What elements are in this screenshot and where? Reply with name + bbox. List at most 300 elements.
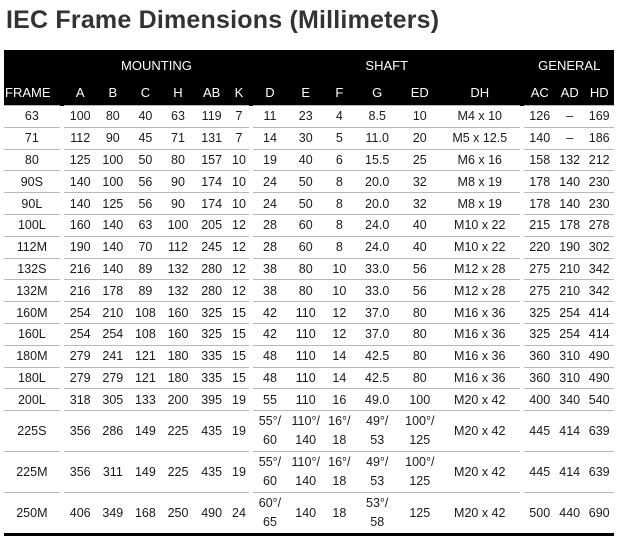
mounting-cell-k: 10 <box>229 171 249 193</box>
mounting-cell-a: 279 <box>64 345 97 367</box>
shaft-cell-dh: M8 x 19 <box>439 193 520 215</box>
shaft-cell-ed: 32 <box>400 171 439 193</box>
mounting-cell-h: 132 <box>162 280 195 302</box>
shaft-cell-g: 42.5 <box>354 367 400 389</box>
general-cell-ac: 325 <box>524 323 554 345</box>
general-cell-ac: 500 <box>524 493 554 535</box>
mounting-cell-k: 19 <box>229 452 249 493</box>
shaft-cell-f: 16°/ 18 <box>325 452 354 493</box>
frame-cell: 132M <box>4 280 60 302</box>
mounting-cell-a: 100 <box>64 106 97 128</box>
mounting-cell-c: 56 <box>129 171 162 193</box>
frame-cell: 250M <box>4 493 60 535</box>
mounting-cell-b: 140 <box>97 258 130 280</box>
shaft-cell-d: 42 <box>253 323 287 345</box>
general-cell-ad: 178 <box>555 214 584 236</box>
shaft-cell-d: 55°/ 60 <box>253 411 287 452</box>
general-cell-ac: 178 <box>524 171 554 193</box>
shaft-cell-d: 38 <box>253 280 287 302</box>
mounting-cell-ab: 245 <box>194 236 229 258</box>
mounting-cell-k: 7 <box>229 106 249 128</box>
shaft-cell-d: 60°/ 65 <box>253 493 287 535</box>
mounting-cell-k: 10 <box>229 149 249 171</box>
mounting-cell-c: 89 <box>129 280 162 302</box>
table-row <box>4 236 614 258</box>
shaft-cell-g: 24.0 <box>354 214 400 236</box>
mounting-cell-b: 254 <box>97 323 130 345</box>
general-cell-ad: 254 <box>555 302 584 324</box>
mounting-cell-c: 89 <box>129 258 162 280</box>
table-row <box>4 411 614 452</box>
mounting-cell-ab: 205 <box>194 214 229 236</box>
column-header-hd: HD <box>584 80 614 106</box>
general-cell-hd: 342 <box>584 280 614 302</box>
shaft-cell-f: 8 <box>325 193 354 215</box>
shaft-cell-e: 110 <box>287 367 325 389</box>
general-cell-ac: 275 <box>524 280 554 302</box>
general-cell-ad: 190 <box>555 236 584 258</box>
general-cell-hd: 278 <box>584 214 614 236</box>
shaft-cell-f: 10 <box>325 258 354 280</box>
shaft-cell-g: 37.0 <box>354 323 400 345</box>
table-row <box>4 302 614 324</box>
general-cell-ac: 140 <box>524 127 554 149</box>
column-header-row <box>4 80 614 106</box>
shaft-cell-e: 110 <box>287 389 325 411</box>
general-cell-ad: 132 <box>555 149 584 171</box>
general-cell-ad: – <box>555 106 584 128</box>
mounting-cell-c: 133 <box>129 389 162 411</box>
general-cell-ac: 158 <box>524 149 554 171</box>
frame-cell: 71 <box>4 127 60 149</box>
shaft-cell-d: 19 <box>253 149 287 171</box>
mounting-cell-h: 100 <box>162 214 195 236</box>
shaft-cell-e: 110 <box>287 323 325 345</box>
shaft-cell-g: 49°/ 53 <box>354 452 400 493</box>
shaft-cell-e: 110 <box>287 302 325 324</box>
mounting-cell-b: 140 <box>97 214 130 236</box>
mounting-cell-h: 180 <box>162 345 195 367</box>
shaft-cell-e: 110°/ 140 <box>287 452 325 493</box>
general-cell-ad: 254 <box>555 323 584 345</box>
mounting-group-header: MOUNTING <box>64 50 249 80</box>
shaft-cell-f: 18 <box>325 493 354 535</box>
frame-cell: 90L <box>4 193 60 215</box>
column-header-d: D <box>253 80 287 106</box>
mounting-cell-k: 19 <box>229 411 249 452</box>
mounting-cell-a: 318 <box>64 389 97 411</box>
shaft-cell-d: 55 <box>253 389 287 411</box>
shaft-cell-e: 60 <box>287 236 325 258</box>
column-header-k: K <box>229 80 249 106</box>
shaft-cell-g: 37.0 <box>354 302 400 324</box>
shaft-cell-f: 12 <box>325 323 354 345</box>
shaft-cell-ed: 56 <box>400 258 439 280</box>
column-header-ed: ED <box>400 80 439 106</box>
general-cell-ac: 445 <box>524 452 554 493</box>
general-cell-ac: 126 <box>524 106 554 128</box>
shaft-cell-e: 80 <box>287 258 325 280</box>
shaft-cell-dh: M16 x 36 <box>439 367 520 389</box>
mounting-cell-a: 140 <box>64 171 97 193</box>
shaft-cell-ed: 80 <box>400 302 439 324</box>
shaft-cell-dh: M4 x 10 <box>439 106 520 128</box>
shaft-cell-d: 11 <box>253 106 287 128</box>
general-cell-ad: 210 <box>555 280 584 302</box>
mounting-cell-a: 356 <box>64 411 97 452</box>
general-cell-ac: 445 <box>524 411 554 452</box>
shaft-cell-e: 110 <box>287 345 325 367</box>
shaft-cell-d: 55°/ 60 <box>253 452 287 493</box>
column-header-c: C <box>129 80 162 106</box>
column-header-f: F <box>325 80 354 106</box>
general-cell-hd: 690 <box>584 493 614 535</box>
shaft-cell-g: 53°/ 58 <box>354 493 400 535</box>
shaft-cell-ed: 80 <box>400 367 439 389</box>
mounting-cell-c: 149 <box>129 452 162 493</box>
mounting-cell-a: 216 <box>64 258 97 280</box>
shaft-cell-dh: M16 x 36 <box>439 323 520 345</box>
mounting-cell-b: 349 <box>97 493 130 535</box>
general-cell-hd: 342 <box>584 258 614 280</box>
shaft-cell-f: 5 <box>325 127 354 149</box>
general-cell-hd: 302 <box>584 236 614 258</box>
mounting-cell-c: 149 <box>129 411 162 452</box>
shaft-cell-ed: 40 <box>400 236 439 258</box>
frame-cell: 100L <box>4 214 60 236</box>
shaft-cell-dh: M6 x 16 <box>439 149 520 171</box>
mounting-cell-h: 250 <box>162 493 195 535</box>
shaft-cell-f: 10 <box>325 280 354 302</box>
shaft-cell-f: 8 <box>325 214 354 236</box>
mounting-cell-b: 80 <box>97 106 130 128</box>
shaft-cell-ed: 10 <box>400 106 439 128</box>
mounting-cell-c: 108 <box>129 302 162 324</box>
general-cell-ac: 178 <box>524 193 554 215</box>
general-cell-ac: 215 <box>524 214 554 236</box>
frame-cell: 225M <box>4 452 60 493</box>
shaft-cell-ed: 100 <box>400 389 439 411</box>
shaft-cell-dh: M20 x 42 <box>439 411 520 452</box>
mounting-cell-h: 90 <box>162 171 195 193</box>
shaft-cell-f: 16°/ 18 <box>325 411 354 452</box>
frame-cell: 180L <box>4 367 60 389</box>
mounting-cell-k: 19 <box>229 389 249 411</box>
frame-group-spacer <box>4 50 60 80</box>
mounting-cell-c: 108 <box>129 323 162 345</box>
general-cell-ac: 400 <box>524 389 554 411</box>
shaft-cell-f: 14 <box>325 367 354 389</box>
mounting-cell-c: 121 <box>129 345 162 367</box>
general-cell-hd: 212 <box>584 149 614 171</box>
general-cell-hd: 230 <box>584 193 614 215</box>
shaft-cell-dh: M10 x 22 <box>439 236 520 258</box>
general-cell-hd: 639 <box>584 411 614 452</box>
shaft-cell-e: 80 <box>287 280 325 302</box>
column-header-a: A <box>64 80 97 106</box>
mounting-cell-k: 10 <box>229 193 249 215</box>
mounting-cell-c: 40 <box>129 106 162 128</box>
mounting-cell-k: 15 <box>229 345 249 367</box>
table-row <box>4 367 614 389</box>
mounting-cell-ab: 157 <box>194 149 229 171</box>
shaft-cell-dh: M8 x 19 <box>439 171 520 193</box>
general-group-header: GENERAL <box>524 50 614 80</box>
mounting-cell-k: 12 <box>229 214 249 236</box>
general-cell-hd: 540 <box>584 389 614 411</box>
mounting-cell-k: 15 <box>229 323 249 345</box>
mounting-cell-c: 168 <box>129 493 162 535</box>
mounting-cell-ab: 119 <box>194 106 229 128</box>
mounting-cell-ab: 174 <box>194 171 229 193</box>
mounting-cell-h: 112 <box>162 236 195 258</box>
general-cell-ad: 310 <box>555 345 584 367</box>
shaft-cell-d: 24 <box>253 193 287 215</box>
page-title: IEC Frame Dimensions (Millimeters) <box>6 6 440 34</box>
general-cell-hd: 169 <box>584 106 614 128</box>
frame-cell: 63 <box>4 106 60 128</box>
general-cell-ac: 325 <box>524 302 554 324</box>
mounting-cell-b: 286 <box>97 411 130 452</box>
shaft-cell-g: 33.0 <box>354 280 400 302</box>
general-cell-ad: 440 <box>555 493 584 535</box>
table-row <box>4 345 614 367</box>
general-cell-ad: 140 <box>555 193 584 215</box>
shaft-cell-ed: 56 <box>400 280 439 302</box>
mounting-cell-h: 160 <box>162 323 195 345</box>
shaft-cell-g: 49°/ 53 <box>354 411 400 452</box>
shaft-cell-ed: 25 <box>400 149 439 171</box>
table-row <box>4 323 614 345</box>
shaft-cell-g: 20.0 <box>354 193 400 215</box>
mounting-cell-a: 125 <box>64 149 97 171</box>
mounting-cell-a: 254 <box>64 323 97 345</box>
shaft-cell-e: 50 <box>287 171 325 193</box>
mounting-cell-ab: 325 <box>194 323 229 345</box>
shaft-cell-f: 14 <box>325 345 354 367</box>
mounting-cell-c: 70 <box>129 236 162 258</box>
column-header-ad: AD <box>555 80 584 106</box>
mounting-cell-c: 63 <box>129 214 162 236</box>
column-header-ab: AB <box>194 80 229 106</box>
mounting-cell-a: 140 <box>64 193 97 215</box>
general-cell-hd: 490 <box>584 367 614 389</box>
shaft-cell-e: 50 <box>287 193 325 215</box>
shaft-cell-f: 6 <box>325 149 354 171</box>
mounting-cell-h: 90 <box>162 193 195 215</box>
column-header-frame: FRAME <box>4 80 60 106</box>
general-cell-ac: 275 <box>524 258 554 280</box>
general-cell-ad: 210 <box>555 258 584 280</box>
mounting-cell-k: 15 <box>229 302 249 324</box>
general-cell-hd: 230 <box>584 171 614 193</box>
shaft-cell-dh: M12 x 28 <box>439 280 520 302</box>
column-header-g: G <box>354 80 400 106</box>
mounting-cell-c: 56 <box>129 193 162 215</box>
shaft-cell-dh: M16 x 36 <box>439 302 520 324</box>
mounting-cell-a: 406 <box>64 493 97 535</box>
mounting-cell-ab: 131 <box>194 127 229 149</box>
column-header-dh: DH <box>439 80 520 106</box>
mounting-cell-b: 100 <box>97 149 130 171</box>
shaft-cell-ed: 40 <box>400 214 439 236</box>
column-header-b: B <box>97 80 130 106</box>
mounting-cell-b: 210 <box>97 302 130 324</box>
mounting-cell-c: 45 <box>129 127 162 149</box>
frame-cell: 80 <box>4 149 60 171</box>
mounting-cell-b: 279 <box>97 367 130 389</box>
mounting-cell-b: 305 <box>97 389 130 411</box>
general-cell-ad: – <box>555 127 584 149</box>
shaft-cell-f: 16 <box>325 389 354 411</box>
general-cell-ad: 340 <box>555 389 584 411</box>
shaft-group-header: SHAFT <box>253 50 520 80</box>
shaft-cell-d: 48 <box>253 367 287 389</box>
shaft-cell-dh: M20 x 42 <box>439 493 520 535</box>
mounting-cell-a: 112 <box>64 127 97 149</box>
general-cell-ad: 310 <box>555 367 584 389</box>
shaft-cell-g: 24.0 <box>354 236 400 258</box>
mounting-cell-k: 12 <box>229 280 249 302</box>
mounting-cell-k: 12 <box>229 258 249 280</box>
mounting-cell-h: 132 <box>162 258 195 280</box>
mounting-cell-a: 160 <box>64 214 97 236</box>
shaft-cell-dh: M20 x 42 <box>439 452 520 493</box>
shaft-cell-ed: 125 <box>400 493 439 535</box>
mounting-cell-b: 140 <box>97 236 130 258</box>
mounting-cell-ab: 335 <box>194 345 229 367</box>
mounting-cell-k: 24 <box>229 493 249 535</box>
mounting-cell-c: 50 <box>129 149 162 171</box>
frame-cell: 132S <box>4 258 60 280</box>
mounting-cell-a: 190 <box>64 236 97 258</box>
mounting-cell-a: 279 <box>64 367 97 389</box>
mounting-cell-h: 80 <box>162 149 195 171</box>
general-cell-ac: 220 <box>524 236 554 258</box>
shaft-cell-f: 8 <box>325 236 354 258</box>
general-cell-hd: 414 <box>584 302 614 324</box>
table-row <box>4 193 614 215</box>
mounting-cell-b: 178 <box>97 280 130 302</box>
shaft-cell-g: 11.0 <box>354 127 400 149</box>
shaft-cell-ed: 80 <box>400 345 439 367</box>
table-row <box>4 452 614 493</box>
shaft-cell-d: 24 <box>253 171 287 193</box>
table-row <box>4 280 614 302</box>
shaft-cell-g: 49.0 <box>354 389 400 411</box>
shaft-cell-ed: 100°/ 125 <box>400 411 439 452</box>
shaft-cell-dh: M20 x 42 <box>439 389 520 411</box>
shaft-cell-d: 28 <box>253 236 287 258</box>
shaft-cell-e: 140 <box>287 493 325 535</box>
mounting-cell-a: 216 <box>64 280 97 302</box>
mounting-cell-h: 63 <box>162 106 195 128</box>
shaft-cell-e: 23 <box>287 106 325 128</box>
general-cell-hd: 186 <box>584 127 614 149</box>
shaft-cell-g: 20.0 <box>354 171 400 193</box>
general-cell-ad: 140 <box>555 171 584 193</box>
group-header-row <box>4 50 614 80</box>
shaft-cell-g: 15.5 <box>354 149 400 171</box>
mounting-cell-a: 254 <box>64 302 97 324</box>
general-cell-ad: 414 <box>555 452 584 493</box>
mounting-cell-b: 241 <box>97 345 130 367</box>
frame-cell: 160M <box>4 302 60 324</box>
mounting-cell-h: 225 <box>162 452 195 493</box>
mounting-cell-k: 7 <box>229 127 249 149</box>
mounting-cell-b: 311 <box>97 452 130 493</box>
shaft-cell-ed: 80 <box>400 323 439 345</box>
mounting-cell-h: 71 <box>162 127 195 149</box>
mounting-cell-ab: 325 <box>194 302 229 324</box>
table-row <box>4 389 614 411</box>
shaft-cell-d: 38 <box>253 258 287 280</box>
shaft-cell-dh: M12 x 28 <box>439 258 520 280</box>
table-row <box>4 493 614 535</box>
shaft-cell-f: 12 <box>325 302 354 324</box>
column-header-ac: AC <box>524 80 554 106</box>
shaft-cell-f: 4 <box>325 106 354 128</box>
table-row <box>4 258 614 280</box>
general-cell-ac: 360 <box>524 345 554 367</box>
mounting-cell-ab: 280 <box>194 258 229 280</box>
mounting-cell-c: 121 <box>129 367 162 389</box>
shaft-cell-e: 40 <box>287 149 325 171</box>
frame-cell: 225S <box>4 411 60 452</box>
mounting-cell-ab: 435 <box>194 411 229 452</box>
general-cell-ad: 414 <box>555 411 584 452</box>
table-row <box>4 214 614 236</box>
frame-cell: 200L <box>4 389 60 411</box>
shaft-cell-g: 33.0 <box>354 258 400 280</box>
mounting-cell-ab: 395 <box>194 389 229 411</box>
frame-cell: 180M <box>4 345 60 367</box>
general-cell-hd: 490 <box>584 345 614 367</box>
shaft-cell-ed: 100°/ 125 <box>400 452 439 493</box>
shaft-cell-ed: 32 <box>400 193 439 215</box>
mounting-cell-b: 90 <box>97 127 130 149</box>
general-cell-hd: 639 <box>584 452 614 493</box>
table-row <box>4 171 614 193</box>
column-header-e: E <box>287 80 325 106</box>
mounting-cell-ab: 335 <box>194 367 229 389</box>
shaft-cell-d: 14 <box>253 127 287 149</box>
frame-cell: 160L <box>4 323 60 345</box>
mounting-cell-h: 160 <box>162 302 195 324</box>
shaft-cell-d: 48 <box>253 345 287 367</box>
frame-cell: 112M <box>4 236 60 258</box>
general-cell-ac: 360 <box>524 367 554 389</box>
shaft-cell-dh: M5 x 12.5 <box>439 127 520 149</box>
shaft-cell-g: 8.5 <box>354 106 400 128</box>
shaft-cell-d: 42 <box>253 302 287 324</box>
shaft-cell-ed: 20 <box>400 127 439 149</box>
frame-cell: 90S <box>4 171 60 193</box>
shaft-cell-dh: M16 x 36 <box>439 345 520 367</box>
shaft-cell-d: 28 <box>253 214 287 236</box>
table-row <box>4 106 614 128</box>
mounting-cell-ab: 490 <box>194 493 229 535</box>
mounting-cell-ab: 435 <box>194 452 229 493</box>
mounting-cell-b: 100 <box>97 171 130 193</box>
shaft-cell-g: 42.5 <box>354 345 400 367</box>
mounting-cell-k: 12 <box>229 236 249 258</box>
table-row <box>4 127 614 149</box>
mounting-cell-a: 356 <box>64 452 97 493</box>
mounting-cell-k: 15 <box>229 367 249 389</box>
table-body <box>4 106 614 535</box>
shaft-cell-e: 30 <box>287 127 325 149</box>
